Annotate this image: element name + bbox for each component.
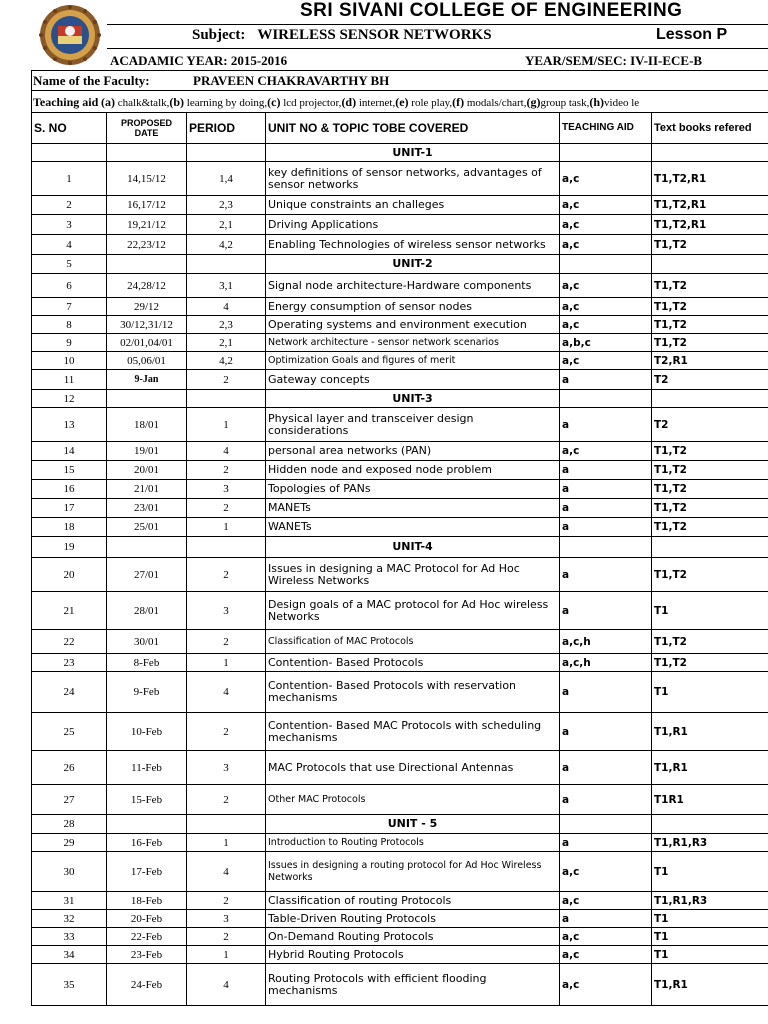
teaching-aid-cell: a,c — [560, 892, 652, 910]
sno-cell: 12 — [32, 390, 107, 408]
table-row — [32, 751, 768, 785]
topic-cell: Gateway concepts — [266, 370, 560, 390]
header-topic: UNIT NO & TOPIC TOBE COVERED — [266, 113, 560, 144]
period-cell: 1 — [187, 654, 266, 672]
teaching-aid-key: (b) — [169, 95, 185, 109]
topic-cell: Energy consumption of sensor nodes — [266, 298, 560, 316]
teaching-aid-label: Teaching aid — [33, 95, 99, 109]
sno-cell — [32, 144, 107, 162]
topic-cell: Classification of routing Protocols — [266, 892, 560, 910]
table-row — [32, 370, 768, 390]
topic-cell: Issues in designing a routing protocol for Ad Hoc Wireless Networks — [266, 852, 560, 892]
sno-cell: 27 — [32, 785, 107, 815]
teaching-aid-cell: a,c — [560, 196, 652, 215]
sno-cell: 29 — [32, 834, 107, 852]
sno-cell: 26 — [32, 751, 107, 785]
header-text-books: Text books refered — [652, 113, 768, 144]
sno-cell: 35 — [32, 964, 107, 1006]
lesson-plan-label: Lesson P — [656, 26, 728, 43]
topic-cell: Contention- Based Protocols with reservation mechanisms — [266, 672, 560, 713]
date-cell: 14,15/12 — [107, 162, 187, 196]
table-row — [32, 928, 768, 946]
table-row — [32, 852, 768, 892]
teaching-aid-cell: a — [560, 592, 652, 630]
table-row — [32, 834, 768, 852]
date-cell — [107, 255, 187, 274]
table-row — [32, 162, 768, 196]
topic-cell: Introduction to Routing Protocols — [266, 834, 560, 852]
unit-heading-row — [32, 255, 768, 274]
text-books-cell: T1,T2 — [652, 630, 768, 654]
topic-cell: Signal node architecture-Hardware components — [266, 274, 560, 298]
teaching-aid-key: (e) — [395, 95, 409, 109]
sno-cell: 24 — [32, 672, 107, 713]
unit-heading-row — [32, 537, 768, 558]
date-cell: 27/01 — [107, 558, 187, 592]
topic-cell: Unique constraints an challeges — [266, 196, 560, 215]
table-row — [32, 672, 768, 713]
date-cell: 05,06/01 — [107, 352, 187, 370]
table-row — [32, 334, 768, 352]
teaching-aid-cell — [560, 255, 652, 274]
date-cell: 19,21/12 — [107, 215, 187, 235]
table-row — [32, 235, 768, 255]
sno-cell: 23 — [32, 654, 107, 672]
text-books-cell: T1,T2 — [652, 442, 768, 461]
teaching-aid-key: (a) — [101, 95, 115, 109]
period-cell: 2,1 — [187, 215, 266, 235]
topic-cell: Design goals of a MAC protocol for Ad Hoc wireless Networks — [266, 592, 560, 630]
teaching-aid-cell: a — [560, 499, 652, 518]
topic-cell: Enabling Technologies of wireless sensor networks — [266, 235, 560, 255]
text-books-cell: T1,R1,R3 — [652, 834, 768, 852]
header-sno: S. NO — [32, 113, 107, 144]
date-cell: 18-Feb — [107, 892, 187, 910]
period-cell — [187, 537, 266, 558]
period-cell: 2 — [187, 558, 266, 592]
header-divider-2 — [107, 48, 768, 49]
subject-label: Subject: — [192, 27, 246, 43]
text-books-cell: T2 — [652, 370, 768, 390]
topic-cell: Driving Applications — [266, 215, 560, 235]
date-cell: 18/01 — [107, 408, 187, 442]
text-books-cell: T1,R1 — [652, 964, 768, 1006]
sno-cell: 32 — [32, 910, 107, 928]
text-books-cell: T1,T2 — [652, 654, 768, 672]
period-cell: 4,2 — [187, 235, 266, 255]
text-books-cell: T1 — [652, 852, 768, 892]
text-books-cell — [652, 537, 768, 558]
sno-cell: 4 — [32, 235, 107, 255]
text-books-cell: T1,T2,R1 — [652, 162, 768, 196]
unit-title-cell: UNIT-4 — [266, 537, 560, 558]
period-cell: 4 — [187, 964, 266, 1006]
period-cell: 3 — [187, 910, 266, 928]
faculty-name: PRAVEEN CHAKRAVARTHY BH — [193, 73, 390, 88]
sno-cell: 3 — [32, 215, 107, 235]
date-cell — [107, 815, 187, 834]
date-cell: 30/01 — [107, 630, 187, 654]
period-cell: 4,2 — [187, 352, 266, 370]
teaching-aid-cell: a,c — [560, 442, 652, 461]
sno-cell: 5 — [32, 255, 107, 274]
academic-year: ACADAMIC YEAR: 2015-2016 — [110, 53, 288, 68]
text-books-cell: T1 — [652, 928, 768, 946]
header-divider-4 — [31, 90, 768, 91]
sno-cell: 18 — [32, 518, 107, 537]
text-books-cell: T1,T2 — [652, 499, 768, 518]
teaching-aid-cell: a,b,c — [560, 334, 652, 352]
teaching-aid-cell: a — [560, 672, 652, 713]
topic-cell: Topologies of PANs — [266, 480, 560, 499]
period-cell: 2 — [187, 892, 266, 910]
table-row — [32, 713, 768, 751]
sno-cell: 2 — [32, 196, 107, 215]
unit-heading-row — [32, 390, 768, 408]
date-cell: 29/12 — [107, 298, 187, 316]
period-cell: 1 — [187, 518, 266, 537]
date-cell: 02/01,04/01 — [107, 334, 187, 352]
table-row — [32, 654, 768, 672]
table-row — [32, 298, 768, 316]
topic-cell: Optimization Goals and figures of merit — [266, 352, 560, 370]
date-cell: 20/01 — [107, 461, 187, 480]
date-cell — [107, 144, 187, 162]
text-books-cell: T1 — [652, 910, 768, 928]
header-left-border — [31, 70, 32, 112]
topic-cell: Physical layer and transceiver design considerations — [266, 408, 560, 442]
college-logo-icon — [33, 4, 107, 66]
date-cell: 15-Feb — [107, 785, 187, 815]
text-books-cell: T1,T2 — [652, 334, 768, 352]
text-books-cell: T1,T2 — [652, 518, 768, 537]
teaching-aid-text: chalk&talk, — [115, 97, 170, 109]
sno-cell: 14 — [32, 442, 107, 461]
sno-cell: 13 — [32, 408, 107, 442]
period-cell: 2 — [187, 370, 266, 390]
teaching-aid-key: (g) — [526, 95, 541, 109]
text-books-cell: T1 — [652, 672, 768, 713]
table-row — [32, 274, 768, 298]
header-period: PERIOD — [187, 113, 266, 144]
text-books-cell: T1,T2,R1 — [652, 215, 768, 235]
date-cell: 21/01 — [107, 480, 187, 499]
teaching-aid-text: video le — [604, 97, 640, 109]
topic-cell: Contention- Based MAC Protocols with scheduling mechanisms — [266, 713, 560, 751]
teaching-aid-cell: a,c — [560, 928, 652, 946]
teaching-aid-cell: a,c — [560, 352, 652, 370]
text-books-cell: T1,T2 — [652, 316, 768, 334]
teaching-aid-cell: a — [560, 370, 652, 390]
teaching-aid-cell: a,c — [560, 316, 652, 334]
topic-cell: Issues in designing a MAC Protocol for Ad Hoc Wireless Networks — [266, 558, 560, 592]
teaching-aid-key: (d) — [341, 95, 357, 109]
sno-cell: 10 — [32, 352, 107, 370]
sno-cell: 22 — [32, 630, 107, 654]
period-cell — [187, 815, 266, 834]
teaching-aid-text: internet, — [356, 97, 396, 109]
period-cell: 2,3 — [187, 316, 266, 334]
teaching-aid-cell: a — [560, 558, 652, 592]
topic-cell: On-Demand Routing Protocols — [266, 928, 560, 946]
teaching-aid-cell — [560, 144, 652, 162]
period-cell: 4 — [187, 672, 266, 713]
teaching-aid-text: lcd projector, — [280, 97, 342, 109]
period-cell: 2 — [187, 499, 266, 518]
period-cell — [187, 144, 266, 162]
sno-cell: 34 — [32, 946, 107, 964]
period-cell — [187, 255, 266, 274]
unit-title-cell: UNIT-1 — [266, 144, 560, 162]
date-cell: 17-Feb — [107, 852, 187, 892]
topic-cell: Operating systems and environment execution — [266, 316, 560, 334]
text-books-cell — [652, 390, 768, 408]
text-books-cell: T1,T2 — [652, 461, 768, 480]
date-cell: 30/12,31/12 — [107, 316, 187, 334]
unit-title-cell: UNIT-3 — [266, 390, 560, 408]
date-cell: 16,17/12 — [107, 196, 187, 215]
table-row — [32, 964, 768, 1006]
text-books-cell: T2,R1 — [652, 352, 768, 370]
sno-cell: 30 — [32, 852, 107, 892]
period-cell: 4 — [187, 852, 266, 892]
sno-cell: 8 — [32, 316, 107, 334]
table-row — [32, 558, 768, 592]
text-books-cell — [652, 815, 768, 834]
table-row — [32, 196, 768, 215]
subject-value: WIRELESS SENSOR NETWORKS — [257, 27, 492, 43]
topic-cell: WANETs — [266, 518, 560, 537]
sno-cell: 28 — [32, 815, 107, 834]
table-row — [32, 408, 768, 442]
teaching-aid-cell: a — [560, 408, 652, 442]
teaching-aid-cell — [560, 815, 652, 834]
date-cell: 20-Feb — [107, 910, 187, 928]
date-cell: 22-Feb — [107, 928, 187, 946]
teaching-aid-items — [101, 97, 639, 109]
table-row — [32, 892, 768, 910]
period-cell: 1,4 — [187, 162, 266, 196]
sno-cell: 31 — [32, 892, 107, 910]
text-books-cell: T1,T2 — [652, 298, 768, 316]
period-cell: 1 — [187, 946, 266, 964]
topic-cell: personal area networks (PAN) — [266, 442, 560, 461]
teaching-aid-text: group task, — [540, 97, 590, 109]
date-cell: 24,28/12 — [107, 274, 187, 298]
period-cell: 4 — [187, 298, 266, 316]
date-cell: 16-Feb — [107, 834, 187, 852]
teaching-aid-cell: a,c — [560, 852, 652, 892]
unit-title-cell: UNIT - 5 — [266, 815, 560, 834]
header-proposed-date: PROPOSED DATE — [107, 113, 187, 144]
text-books-cell: T1,T2,R1 — [652, 196, 768, 215]
table-row — [32, 518, 768, 537]
date-cell: 9-Jan — [107, 370, 187, 390]
text-books-cell: T1,R1,R3 — [652, 892, 768, 910]
topic-cell: Contention- Based Protocols — [266, 654, 560, 672]
period-cell: 2,1 — [187, 334, 266, 352]
header-divider-3 — [31, 70, 768, 71]
text-books-cell: T1,T2 — [652, 480, 768, 499]
topic-cell: MANETs — [266, 499, 560, 518]
sno-cell: 15 — [32, 461, 107, 480]
table-row — [32, 442, 768, 461]
teaching-aid-cell: a,c — [560, 298, 652, 316]
sno-cell: 16 — [32, 480, 107, 499]
period-cell: 2 — [187, 928, 266, 946]
date-cell — [107, 390, 187, 408]
teaching-aid-key: (f) — [452, 95, 465, 109]
teaching-aid-legend — [33, 95, 639, 110]
teaching-aid-cell: a — [560, 910, 652, 928]
table-row — [32, 461, 768, 480]
sno-cell: 6 — [32, 274, 107, 298]
sno-cell: 20 — [32, 558, 107, 592]
topic-cell: Routing Protocols with efficient flooding mechanisms — [266, 964, 560, 1006]
header-divider-1 — [107, 24, 768, 25]
table-row — [32, 499, 768, 518]
date-cell: 23-Feb — [107, 946, 187, 964]
sno-cell: 1 — [32, 162, 107, 196]
table-row — [32, 785, 768, 815]
teaching-aid-cell: a,c — [560, 235, 652, 255]
teaching-aid-cell: a — [560, 713, 652, 751]
teaching-aid-cell — [560, 390, 652, 408]
table-row — [32, 630, 768, 654]
teaching-aid-cell: a,c,h — [560, 654, 652, 672]
topic-cell: MAC Protocols that use Directional Antennas — [266, 751, 560, 785]
teaching-aid-text: modals/chart, — [464, 97, 527, 109]
lesson-plan-table — [31, 112, 768, 1006]
teaching-aid-cell: a — [560, 751, 652, 785]
unit-title-cell: UNIT-2 — [266, 255, 560, 274]
period-cell — [187, 390, 266, 408]
period-cell: 3 — [187, 751, 266, 785]
text-books-cell: T1R1 — [652, 785, 768, 815]
sno-cell: 19 — [32, 537, 107, 558]
period-cell: 2 — [187, 461, 266, 480]
text-books-cell — [652, 255, 768, 274]
teaching-aid-cell: a,c,h — [560, 630, 652, 654]
sno-cell: 33 — [32, 928, 107, 946]
table-row — [32, 316, 768, 334]
sno-cell: 25 — [32, 713, 107, 751]
table-row — [32, 352, 768, 370]
teaching-aid-text: learning by doing, — [184, 97, 268, 109]
teaching-aid-key: (c) — [267, 95, 281, 109]
topic-cell: Hybrid Routing Protocols — [266, 946, 560, 964]
text-books-cell: T1,R1 — [652, 713, 768, 751]
date-cell — [107, 537, 187, 558]
topic-cell: Classification of MAC Protocols — [266, 630, 560, 654]
unit-heading-row — [32, 144, 768, 162]
sno-cell: 9 — [32, 334, 107, 352]
period-cell: 1 — [187, 834, 266, 852]
table-body — [32, 144, 768, 1006]
text-books-cell: T1,T2 — [652, 235, 768, 255]
faculty-line — [33, 73, 390, 89]
topic-cell: Table-Driven Routing Protocols — [266, 910, 560, 928]
teaching-aid-cell: a,c — [560, 946, 652, 964]
teaching-aid-cell: a — [560, 518, 652, 537]
unit-heading-row — [32, 815, 768, 834]
sno-cell: 7 — [32, 298, 107, 316]
period-cell: 2,3 — [187, 196, 266, 215]
college-name: SRI SIVANI COLLEGE OF ENGINEERING — [300, 0, 683, 21]
date-cell: 19/01 — [107, 442, 187, 461]
period-cell: 2 — [187, 785, 266, 815]
text-books-cell: T1,T2 — [652, 274, 768, 298]
date-cell: 24-Feb — [107, 964, 187, 1006]
text-books-cell — [652, 144, 768, 162]
date-cell: 23/01 — [107, 499, 187, 518]
text-books-cell: T1 — [652, 592, 768, 630]
date-cell: 22,23/12 — [107, 235, 187, 255]
topic-cell: key definitions of sensor networks, advantages of sensor networks — [266, 162, 560, 196]
period-cell: 4 — [187, 442, 266, 461]
sno-cell: 17 — [32, 499, 107, 518]
teaching-aid-cell: a,c — [560, 162, 652, 196]
teaching-aid-key: (h) — [589, 95, 605, 109]
period-cell: 3,1 — [187, 274, 266, 298]
topic-cell: Network architecture - sensor network scenarios — [266, 334, 560, 352]
teaching-aid-cell: a,c — [560, 215, 652, 235]
period-cell: 3 — [187, 592, 266, 630]
teaching-aid-cell: a — [560, 834, 652, 852]
date-cell: 9-Feb — [107, 672, 187, 713]
period-cell: 3 — [187, 480, 266, 499]
table-row — [32, 215, 768, 235]
subject-line — [192, 27, 492, 44]
teaching-aid-cell: a,c — [560, 964, 652, 1006]
table-row — [32, 592, 768, 630]
header-teaching-aid: TEACHING AID — [560, 113, 652, 144]
text-books-cell: T1,T2 — [652, 558, 768, 592]
teaching-aid-cell: a — [560, 480, 652, 499]
teaching-aid-cell: a — [560, 461, 652, 480]
sno-cell: 21 — [32, 592, 107, 630]
period-cell: 1 — [187, 408, 266, 442]
table-header-row — [32, 113, 768, 144]
text-books-cell: T2 — [652, 408, 768, 442]
teaching-aid-cell — [560, 537, 652, 558]
year-sem-sec: YEAR/SEM/SEC: IV-II-ECE-B — [525, 53, 703, 68]
table-row — [32, 910, 768, 928]
period-cell: 2 — [187, 713, 266, 751]
date-cell: 10-Feb — [107, 713, 187, 751]
date-cell: 28/01 — [107, 592, 187, 630]
topic-cell: Hidden node and exposed node problem — [266, 461, 560, 480]
teaching-aid-text: role play, — [408, 97, 453, 109]
text-books-cell: T1,R1 — [652, 751, 768, 785]
date-cell: 11-Feb — [107, 751, 187, 785]
period-cell: 2 — [187, 630, 266, 654]
faculty-label: Name of the Faculty: — [33, 73, 150, 88]
topic-cell: Other MAC Protocols — [266, 785, 560, 815]
table-row — [32, 946, 768, 964]
table-row — [32, 480, 768, 499]
teaching-aid-cell: a,c — [560, 274, 652, 298]
teaching-aid-cell: a — [560, 785, 652, 815]
text-books-cell: T1 — [652, 946, 768, 964]
date-cell: 8-Feb — [107, 654, 187, 672]
date-cell: 25/01 — [107, 518, 187, 537]
sno-cell: 11 — [32, 370, 107, 390]
